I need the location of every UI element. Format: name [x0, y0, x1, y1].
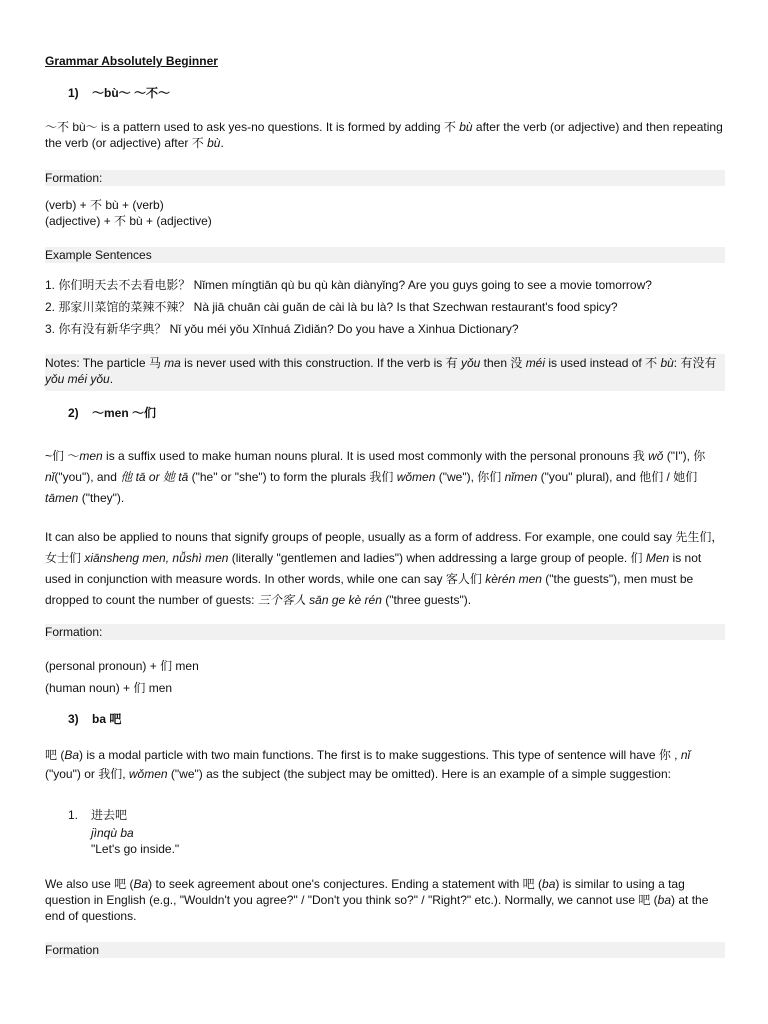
- intro-text: .: [220, 136, 224, 150]
- intro-text: is a pattern used to ask yes-no questions. It is formed by adding: [97, 120, 444, 134]
- para-pinyin: kèrén men: [485, 572, 542, 586]
- para-text: 吧 (: [45, 748, 65, 762]
- para-text: ("we") as the subject (the subject may be omitted). Here is an example of a simple suggestion:: [167, 767, 671, 781]
- para-text: ("you") or 我们,: [45, 767, 129, 781]
- para-pinyin: Ba: [64, 748, 80, 762]
- notes-text: : 有没有: [673, 356, 717, 370]
- section-3-para-1: [45, 746, 725, 784]
- example-sentences: [45, 277, 725, 343]
- examples-label: Example Sentences: [45, 247, 725, 263]
- intro-text: ～不 bù～: [45, 120, 98, 134]
- para-text: ("I"), 你: [663, 449, 706, 463]
- para-pinyin: wǒmen: [396, 470, 436, 484]
- formation-label-2: Formation:: [45, 624, 725, 640]
- para-text: ) is similar to using a tag question in English (e.g., "Wouldn't you agree?" / "Don't you think so?" / "Right?" etc.). Normally, we cannot use 吧 (: [45, 877, 685, 907]
- para-text: ) at the end of questions.: [45, 893, 709, 923]
- para-pinyin: nǐ: [45, 470, 55, 484]
- para-text: ) to seek agreement about one's conjectures. Ending a statement with 吧 (: [148, 877, 543, 891]
- example-pinyin: jìnqù ba: [91, 826, 134, 840]
- example-sentence: 2. 那家川菜馆的菜辣不辣？ Nà jiā chuān cài guǎn de cài là bu là? Is that Szechwan restaurant's food spicy?: [45, 300, 618, 314]
- example-hanzi: 进去吧: [91, 808, 128, 822]
- para-pinyin: nǐ: [680, 748, 691, 762]
- example-sentence: 1. 你们明天去不去看电影？ Nǐmen míngtiān qù bu qù kàn diànyǐng? Are you guys going to see a movie tomorrow?: [45, 278, 652, 292]
- example-number: 1.: [68, 808, 79, 822]
- section-1-notes: [45, 354, 725, 391]
- notes-pinyin: yǒu: [460, 356, 481, 370]
- para-pinyin: men: [79, 449, 103, 463]
- formation-list-2: [45, 655, 725, 699]
- notes-pinyin: ma: [164, 356, 181, 370]
- para-text: ) is a modal particle with two main functions. The first is to make suggestions. This type of sentence will have 你 ,: [79, 748, 681, 762]
- para-pinyin: wǒ: [648, 449, 664, 463]
- para-pinyin: wǒmen: [128, 767, 168, 781]
- notes-pinyin: yǒu méi yǒu: [45, 372, 110, 386]
- formation-item: (adjective) + 不 bù + (adjective): [45, 214, 212, 228]
- formation-label-1: Formation:: [45, 170, 725, 186]
- para-pinyin: Ba: [133, 877, 149, 891]
- section-1-intro: [45, 119, 725, 151]
- para-text: (literally "gentlemen and ladies") when addressing a large group of people. 们: [228, 551, 646, 565]
- para-text: ("the guests"), men must be dropped to count the number of guests:: [45, 572, 694, 607]
- section-2-heading: [68, 405, 748, 421]
- para-text: It can also be applied to nouns that signify groups of people, usually as a form of address. For example, one could say 先生们，女士们: [45, 530, 724, 565]
- section-2-para-1: [45, 446, 725, 509]
- section-3-number: 3): [68, 712, 79, 726]
- formation-item: (human noun) + 们 men: [45, 681, 173, 695]
- notes-text: .: [109, 372, 114, 386]
- intro-pinyin: bù: [207, 136, 221, 150]
- intro-text: after the verb (or adjective) and then repeating the verb (or adjective) after: [45, 120, 723, 150]
- formation-item: (personal pronoun) + 们 men: [45, 659, 199, 673]
- notes-pinyin: méi: [525, 356, 546, 370]
- para-text: ("they").: [78, 491, 125, 505]
- notes-text: then 没: [480, 356, 526, 370]
- para-text: We also use 吧 (: [45, 877, 134, 891]
- section-2-number: 2): [68, 406, 79, 420]
- para-pinyin: tāmen: [45, 491, 79, 505]
- para-pinyin: ba: [657, 893, 672, 907]
- section-2-para-2: [45, 527, 725, 611]
- section-1-heading: [68, 85, 748, 101]
- intro-pinyin: bù: [459, 120, 473, 134]
- para-text: ("you" plural), and 他们 / 她们: [537, 470, 698, 484]
- para-text: ("you"), and: [54, 470, 121, 484]
- document-title: Grammar Absolutely Beginner: [45, 54, 218, 68]
- section-3-title: ba 吧: [92, 712, 122, 726]
- para-text: ("three guests").: [381, 593, 472, 607]
- para-text: ("we"), 你们: [435, 470, 505, 484]
- section-1-number: 1): [68, 86, 79, 100]
- formation-item: (verb) + 不 bù + (verb): [45, 198, 164, 212]
- formation-label-3: Formation: [45, 942, 725, 958]
- notes-pinyin: bù: [660, 356, 674, 370]
- notes-text: Notes: The particle 马: [45, 356, 165, 370]
- intro-text: 不: [191, 136, 208, 150]
- example-english: "Let's go inside.": [91, 842, 180, 856]
- example-sentence: 3. 你有没有新华字典？ Nǐ yǒu méi yǒu Xīnhuá Zìdiǎn? Do you have a Xinhua Dictionary?: [45, 322, 519, 336]
- section-3-heading: [68, 711, 748, 727]
- para-pinyin: xiānsheng men, nǚshì men: [84, 551, 229, 565]
- intro-text: 不: [443, 120, 460, 134]
- para-text: ~们 ～: [45, 449, 80, 463]
- para-text: is not used in conjunction with measure words. In other words, while one can say 客人们: [45, 551, 702, 586]
- section-3-para-2: [45, 876, 725, 924]
- section-2-title: ～men ～们: [92, 406, 157, 420]
- para-pinyin: nǐmen: [504, 470, 538, 484]
- para-pinyin: 三个客人 sān ge kè rén: [257, 593, 382, 607]
- formation-list-1: [45, 197, 725, 229]
- para-pinyin: Men: [645, 551, 670, 565]
- notes-text: is used instead of 不: [545, 356, 661, 370]
- para-text: ("he" or "she") to form the plurals 我们: [188, 470, 397, 484]
- para-text: is a suffix used to make human nouns plural. It is used most commonly with the personal pronouns 我: [102, 449, 649, 463]
- para-pinyin: ba: [542, 877, 556, 891]
- para-pinyin: 他 tā or 她 tā: [120, 470, 189, 484]
- notes-text: is never used with this construction. If the verb is 有: [180, 356, 461, 370]
- section-1-title: ～bù～ ～不～: [92, 86, 170, 100]
- suggestion-example: [68, 807, 668, 857]
